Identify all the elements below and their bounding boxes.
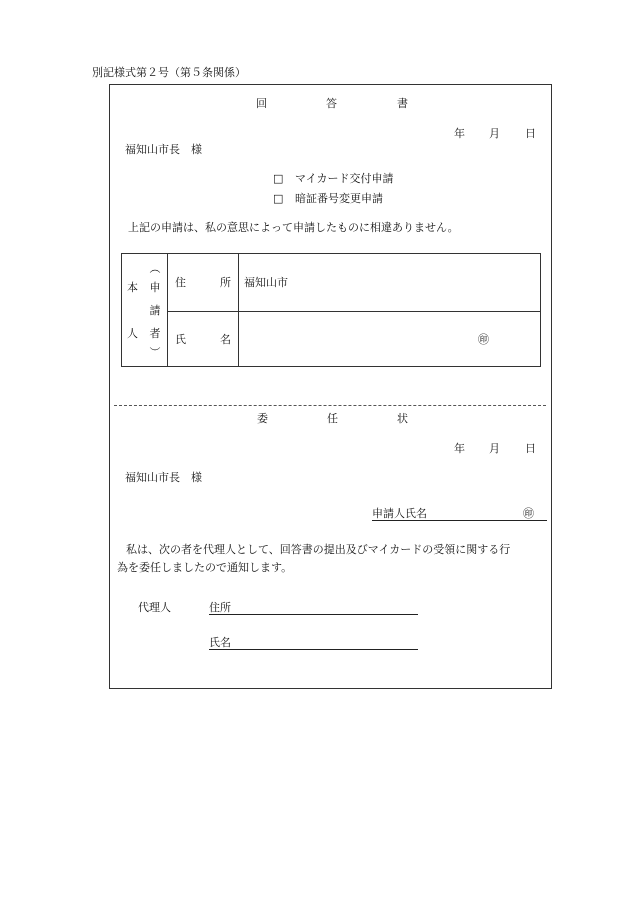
applicant-table bbox=[121, 253, 541, 367]
table-divider-1 bbox=[167, 254, 168, 366]
name-label-1: 氏 bbox=[175, 333, 186, 346]
option-card-issue-checkbox[interactable]: □ bbox=[273, 172, 284, 185]
answer-title-char-1: 回 bbox=[256, 97, 267, 110]
agent-name-label: 氏名 bbox=[209, 636, 231, 649]
form-id: 別記様式第２号（第５条関係） bbox=[92, 66, 246, 79]
applicant-head-sub-5: ︶ bbox=[149, 346, 161, 359]
answer-addressee: 福知山市長 様 bbox=[125, 143, 202, 156]
name-label-2: 名 bbox=[220, 333, 231, 346]
applicant-name-label: 申請人氏名 bbox=[372, 507, 427, 520]
agent-label: 代理人 bbox=[138, 601, 171, 614]
delegation-body-line-1: 私は、次の者を代理人として、回答書の提出及びマイカードの受領に関する行 bbox=[126, 543, 511, 556]
delegation-date-month: 月 bbox=[489, 442, 500, 455]
option-pin-change-label: 暗証番号変更申請 bbox=[295, 192, 383, 205]
applicant-head-sub-2: 申 bbox=[149, 281, 161, 294]
answer-title-char-3: 書 bbox=[397, 97, 408, 110]
delegation-title-char-2: 任 bbox=[327, 412, 338, 425]
delegation-addressee: 福知山市長 様 bbox=[125, 471, 202, 484]
answer-title-char-2: 答 bbox=[326, 97, 337, 110]
applicant-head-sub-3: 請 bbox=[149, 304, 161, 317]
delegation-title-char-3: 状 bbox=[397, 412, 408, 425]
address-label-2: 所 bbox=[220, 276, 231, 289]
table-row-divider bbox=[167, 311, 540, 312]
applicant-head-sub-1: ︵ bbox=[149, 262, 161, 275]
applicant-name-field[interactable] bbox=[372, 520, 547, 521]
delegation-date-year: 年 bbox=[454, 442, 465, 455]
answer-date-month: 月 bbox=[489, 127, 500, 140]
delegation-body-line-2: 為を委任しましたので通知します。 bbox=[117, 561, 293, 574]
applicant-name-seal: ㊞ bbox=[523, 507, 534, 520]
answer-date-year: 年 bbox=[454, 127, 465, 140]
answer-declaration: 上記の申請は、私の意思によって申請したものに相違ありません。 bbox=[128, 221, 459, 234]
applicant-head-sub-4: 者 bbox=[149, 327, 161, 340]
answer-date-day: 日 bbox=[525, 127, 536, 140]
applicant-head-main-2: 人 bbox=[127, 327, 138, 340]
applicant-head-main-1: 本 bbox=[127, 281, 138, 294]
address-label-1: 住 bbox=[175, 276, 186, 289]
address-value[interactable]: 福知山市 bbox=[244, 276, 288, 289]
delegation-title-char-1: 委 bbox=[257, 412, 268, 425]
cut-line bbox=[114, 405, 546, 406]
agent-name-field[interactable] bbox=[209, 649, 418, 650]
option-pin-change-checkbox[interactable]: □ bbox=[273, 192, 284, 205]
agent-address-field[interactable] bbox=[209, 614, 418, 615]
name-seal: ㊞ bbox=[478, 333, 489, 346]
option-card-issue-label: マイカード交付申請 bbox=[295, 172, 394, 185]
table-divider-2 bbox=[238, 254, 239, 366]
agent-address-label: 住所 bbox=[209, 601, 231, 614]
delegation-date-day: 日 bbox=[525, 442, 536, 455]
